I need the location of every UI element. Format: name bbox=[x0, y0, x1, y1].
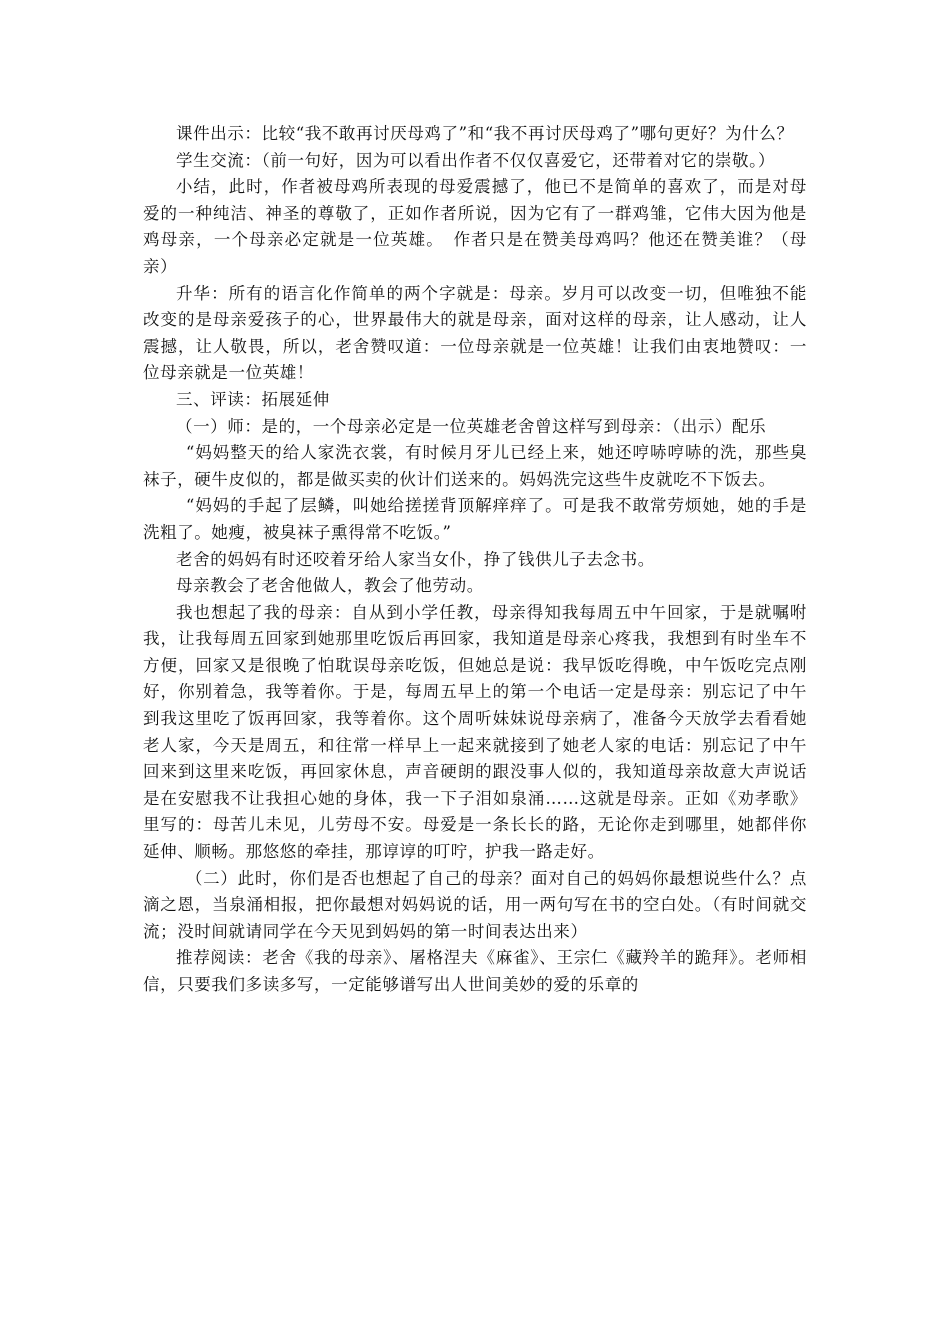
document-body bbox=[143, 121, 807, 999]
paragraph-laoshe-mother: 老舍的妈妈有时还咬着牙给人家当女仆，挣了钱供儿子去念书。 bbox=[176, 549, 655, 569]
paragraph-summary: 小结，此时，作者被母鸡所表现的母爱震撼了，他已不是简单的喜欢了，而是对母爱的一种纯洁、神圣的尊敬了，正如作者所说，因为它有了一群鸡雏，它伟大因为他是鸡母亲，一个母亲必定就是一位英雄。 作者只是在赞美母鸡吗？他还在赞美谁？（母亲） bbox=[143, 177, 807, 276]
paragraph-teacher-part-one: （一）师：是的，一个母亲必定是一位英雄老舍曾这样写到母亲：（出示）配乐 bbox=[176, 416, 767, 436]
paragraph-part-two: （二）此时，你们是否也想起了自己的母亲？面对自己的妈妈你最想说些什么？点滴之恩，当泉涌相报，把你最想对妈妈说的话，用一两句写在书的空白处。（有时间就交流；没时间就请同学在今天见到妈妈的第一时间表达出来） bbox=[143, 868, 807, 941]
quote-laoshe-1: “妈妈整天的给人家洗衣裳，有时候月牙儿已经上来，她还哼哧哼哧的洗，那些臭袜子，硬牛皮似的，都是做买卖的伙计们送来的。妈妈洗完这些牛皮就吃不下饭去。 bbox=[143, 443, 807, 489]
paragraph-sublimation: 升华：所有的语言化作简单的两个字就是：母亲。岁月可以改变一切，但唯独不能改变的是母亲爱孩子的心，世界最伟大的就是母亲，面对这样的母亲，让人感动，让人震撼，让人敬畏，所以，老舍赞叹道：一位母亲就是一位英雄！让我们由衷地赞叹：一位母亲就是一位英雄！ bbox=[143, 283, 807, 383]
paragraph-student-exchange: 学生交流：（前一句好，因为可以看出作者不仅仅喜爱它，还带着对它的崇敬。） bbox=[176, 150, 776, 170]
paragraph-courseware: 课件出示：比较“我不敢再讨厌母鸡了”和“我不再讨厌母鸡了”哪句更好？为什么？ bbox=[176, 124, 794, 143]
paragraph-mother-taught: 母亲教会了老舍他做人，教会了他劳动。 bbox=[176, 576, 484, 596]
paragraph-recommended-reading: 推荐阅读：老舍《我的母亲》、屠格涅夫《麻雀》、王宗仁《藏羚羊的跪拜》。老师相信，只要我们多读多写，一定能够谱写出人世间美妙的爱的乐章的 bbox=[143, 948, 807, 994]
paragraph-my-mother: 我也想起了我的母亲：自从到小学任教，母亲得知我每周五中午回家，于是就嘱咐我，让我每周五回家到她那里吃饭后再回家，我知道是母亲心疼我，我想到有时坐车不方便，回家又是很晚了怕耽误母亲吃饭，但她总是说：我早饭吃得晚，中午饭吃完点刚好，你别着急，我等着你。于是，每周五早上的第一个电话一定是母亲：别忘记了中午到我这里吃了饭再回家，我等着你。这个周听妹妹说母亲病了，准备今天放学去看看她老人家，今天是周五，和往常一样早上一起来就接到了她老人家的电话：别忘记了中午回来到这里来吃饭，再回家休息，声音硬朗的跟没事人似的，我知道母亲故意大声说话是在安慰我不让我担心她的身体，我一下子泪如泉涌……这就是母亲。正如《劝孝歌》里写的：母苦儿未见，儿劳母不安。母爱是一条长长的路，无论你走到哪里，她都伴你延伸、顺畅。那悠悠的牵挂，那谆谆的叮咛，护我一路走好。 bbox=[143, 602, 807, 862]
section-heading-review: 三、评读：拓展延伸 bbox=[176, 389, 330, 409]
quote-laoshe-2: “妈妈的手起了层鳞，叫她给搓搓背顶解痒痒了。可是我不敢常劳烦她，她的手是洗粗了。她瘦，被臭袜子熏得常不吃饭。” bbox=[143, 496, 807, 542]
